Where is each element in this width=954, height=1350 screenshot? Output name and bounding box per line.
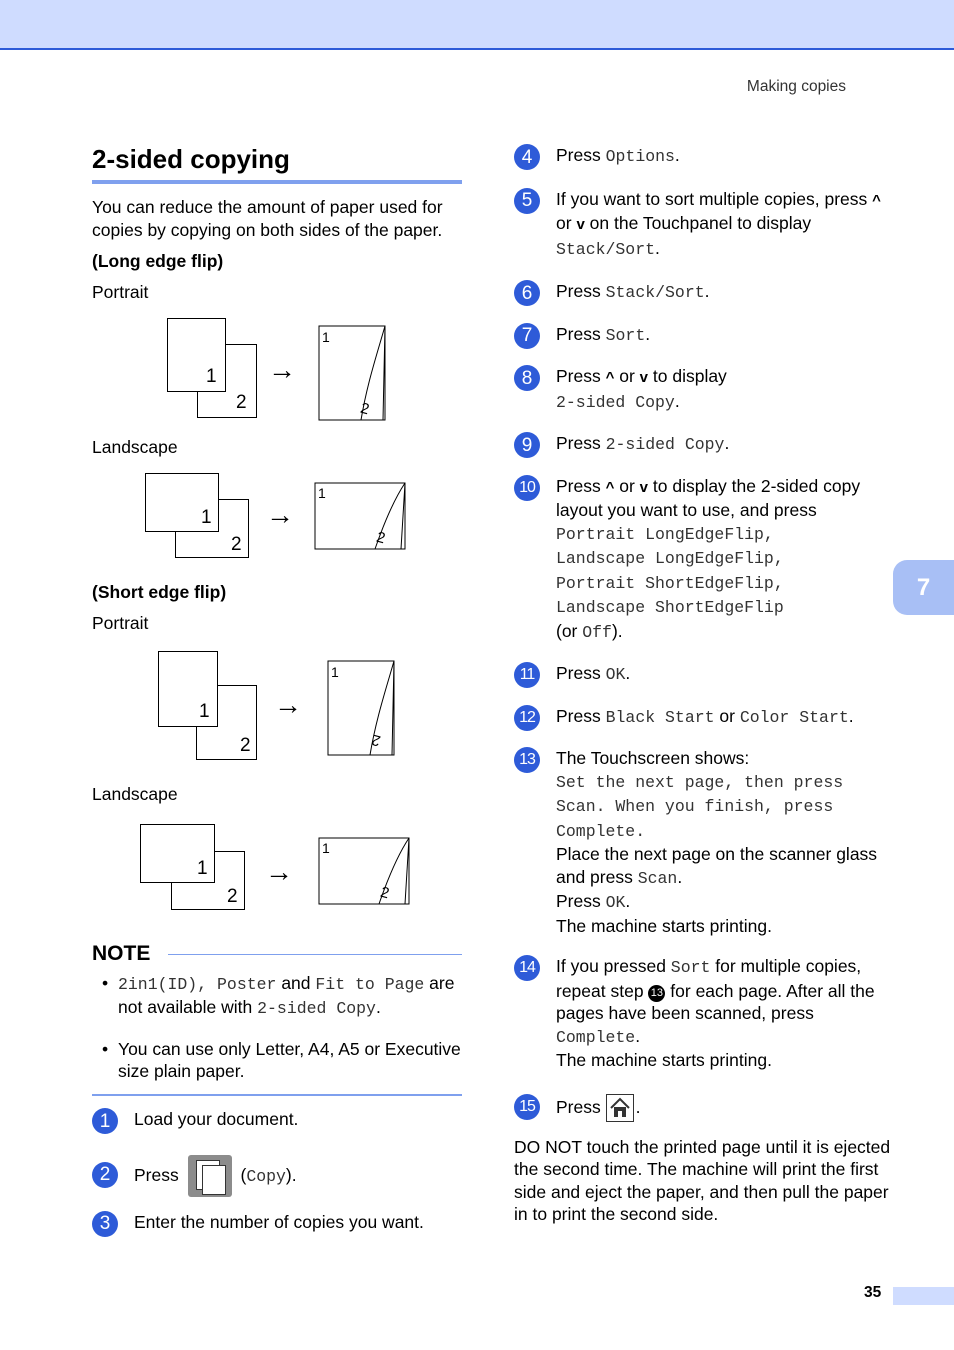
step-number: 1 bbox=[92, 1108, 118, 1134]
page-1-label: 1 bbox=[197, 858, 208, 879]
home-icon[interactable] bbox=[606, 1094, 634, 1122]
diagram-long-landscape bbox=[92, 473, 462, 563]
step-3: 3 Enter the number of copies you want. bbox=[92, 1211, 462, 1234]
step-number: 3 bbox=[92, 1211, 118, 1237]
left-column bbox=[92, 140, 462, 1233]
step-number: 9 bbox=[514, 432, 540, 458]
note-header bbox=[92, 942, 462, 966]
page-1-label: 1 bbox=[201, 507, 212, 528]
step-2: 2 Press (Copy). bbox=[92, 1153, 462, 1199]
short-edge-heading: (Short edge flip) bbox=[92, 582, 227, 602]
step-number: 14 bbox=[514, 955, 540, 981]
note-item-2: • You can use only Letter, A4, A5 or Executive size plain paper. bbox=[92, 1038, 462, 1082]
landscape-label: Landscape bbox=[92, 437, 178, 457]
step-number: 7 bbox=[514, 323, 540, 349]
step-number: 10 bbox=[514, 475, 540, 501]
step-number: 13 bbox=[514, 747, 540, 773]
portrait-label: Portrait bbox=[92, 282, 149, 302]
right-column bbox=[514, 140, 894, 1226]
diagram-short-portrait bbox=[92, 651, 462, 769]
long-edge-heading: (Long edge flip) bbox=[92, 251, 224, 271]
step-11: 11 Press OK. bbox=[514, 662, 894, 687]
note-list bbox=[92, 972, 462, 1082]
step-number: 11 bbox=[514, 662, 540, 688]
note-title: NOTE bbox=[92, 942, 151, 965]
step-number: 12 bbox=[514, 705, 540, 731]
step-number: 5 bbox=[514, 188, 540, 214]
step-13: 13 The Touchscreen shows: Set the next page, then press Scan. When you finish, press Complete. Place the next page on the scanner glass and press Scan. Press OK. The machine starts printing. bbox=[514, 747, 894, 937]
step-15: 15 Press . bbox=[514, 1092, 894, 1122]
portrait-label-2: Portrait bbox=[92, 613, 149, 633]
svg-text:1: 1 bbox=[318, 485, 326, 501]
svg-text:2: 2 bbox=[374, 528, 388, 548]
page-2-label: 2 bbox=[231, 534, 242, 555]
chapter-tab[interactable]: 7 bbox=[893, 560, 954, 615]
step-number: 2 bbox=[92, 1162, 118, 1188]
arrow-icon: → bbox=[268, 354, 296, 385]
page-2-label: 2 bbox=[240, 735, 251, 756]
running-header: Making copies bbox=[746, 78, 846, 95]
step-number: 15 bbox=[514, 1094, 540, 1120]
step-number: 6 bbox=[514, 280, 540, 306]
step-4: 4 Press Options. bbox=[514, 144, 894, 169]
landscape-label-2: Landscape bbox=[92, 784, 178, 804]
page-1-label: 1 bbox=[199, 701, 210, 722]
svg-text:2: 2 bbox=[369, 730, 383, 750]
step-number: 8 bbox=[514, 365, 540, 391]
chevron-down-icon: v bbox=[639, 478, 649, 496]
step-12: 12 Press Black Start or Color Start. bbox=[514, 705, 894, 730]
page-front bbox=[167, 318, 226, 392]
step-14: 14 If you pressed Sort for multiple copies, repeat step 13 for each page. After all the pages have been scanned, press Complete. The machine starts printing. bbox=[514, 955, 894, 1072]
step-7: 7 Press Sort. bbox=[514, 323, 894, 348]
page-number: 35 bbox=[864, 1284, 882, 1301]
chevron-up-icon: ^ bbox=[605, 369, 615, 386]
page-number-bar bbox=[893, 1287, 954, 1305]
step-6: 6 Press Stack/Sort. bbox=[514, 280, 894, 305]
svg-text:2: 2 bbox=[358, 399, 372, 419]
arrow-icon: → bbox=[265, 856, 293, 887]
warning-paragraph: DO NOT touch the printed page until it is ejected the second time. The machine will print the first side and eject the paper, and then pull the paper in to print the second side. bbox=[514, 1136, 891, 1225]
flipped-page-icon bbox=[317, 836, 413, 908]
svg-text:1: 1 bbox=[322, 840, 330, 856]
chevron-up-icon: ^ bbox=[605, 478, 615, 496]
page-1-label: 1 bbox=[206, 366, 217, 387]
svg-text:1: 1 bbox=[322, 329, 330, 345]
diagram-long-portrait bbox=[92, 318, 462, 426]
top-banner bbox=[0, 0, 954, 50]
diagram-short-landscape bbox=[92, 824, 462, 914]
note-item-1: • 2in1(ID), Poster and Fit to Page are not available with 2-sided Copy. bbox=[92, 972, 462, 1020]
step-reference: 13 bbox=[648, 985, 665, 1002]
step-5: 5 If you want to sort multiple copies, press ^ or v on the Touchpanel to display Stack/Sort. bbox=[514, 188, 894, 262]
chevron-up-icon: ^ bbox=[872, 191, 881, 209]
flipped-page-icon bbox=[326, 659, 398, 757]
step-9: 9 Press 2-sided Copy. bbox=[514, 432, 894, 457]
arrow-icon: → bbox=[266, 499, 294, 530]
svg-text:2: 2 bbox=[378, 883, 392, 903]
flipped-page-icon bbox=[317, 324, 389, 422]
chevron-down-icon: v bbox=[639, 369, 649, 386]
svg-text:1: 1 bbox=[331, 664, 339, 680]
note-rule bbox=[168, 954, 462, 955]
section-title: 2-sided copying bbox=[92, 140, 462, 184]
page-2-label: 2 bbox=[236, 392, 247, 413]
step-8: 8 Press ^ or v to display 2-sided Copy. bbox=[514, 365, 894, 414]
step-1: 1 Load your document. bbox=[92, 1108, 462, 1131]
step-10: 10 Press ^ or v to display the 2-sided copy layout you want to use, and press Portrait LongEdgeFlip, Landscape LongEdgeFlip, Portrait ShortEdgeFlip, Landscape ShortEdgeFlip (or Off). bbox=[514, 475, 894, 645]
step-number: 4 bbox=[514, 144, 540, 170]
intro-paragraph: You can reduce the amount of paper used for copies by copying on both sides of the paper. bbox=[92, 197, 443, 240]
copy-icon[interactable] bbox=[188, 1155, 232, 1197]
chevron-down-icon: v bbox=[576, 216, 585, 233]
flipped-page-icon bbox=[313, 481, 409, 553]
note-end-rule bbox=[92, 1094, 462, 1096]
arrow-icon: → bbox=[274, 689, 302, 720]
page-2-label: 2 bbox=[227, 886, 238, 907]
